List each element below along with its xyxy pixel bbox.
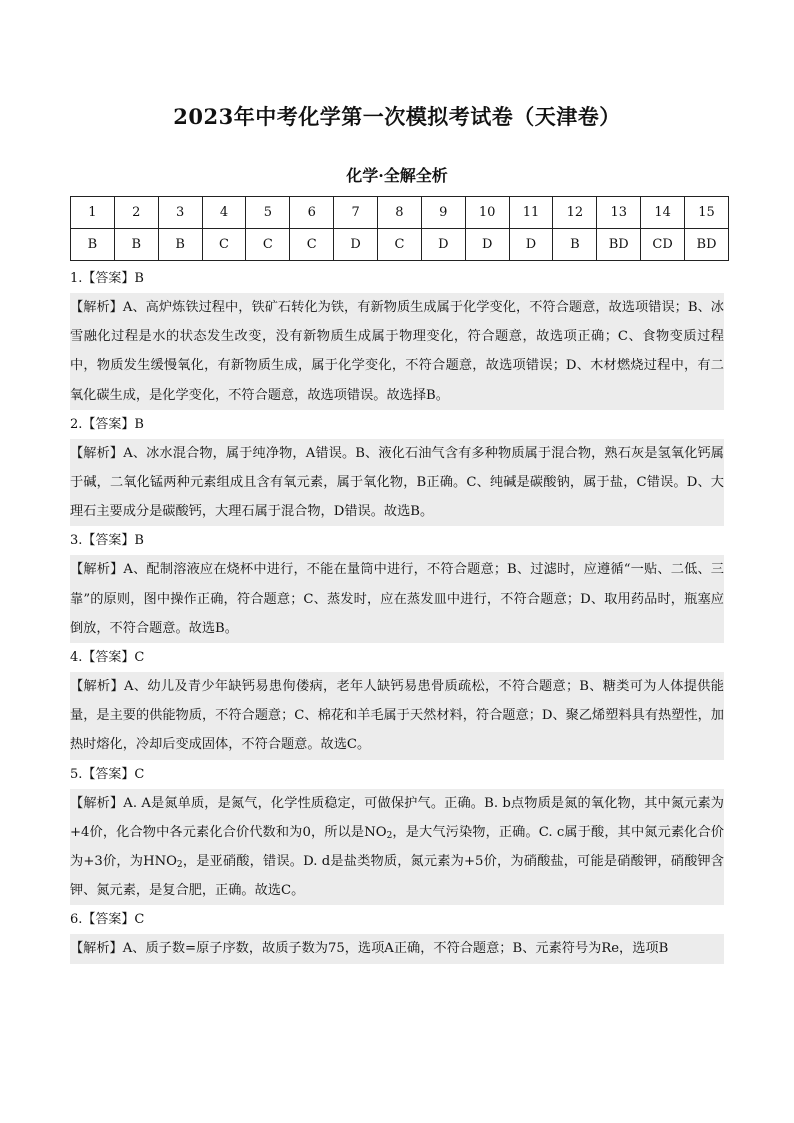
answer-cell: B: [553, 229, 597, 261]
question-number-cell: 1: [71, 197, 115, 229]
answer-line-q5: 5.【答案】C: [70, 766, 145, 782]
answer-line-q3: 3.【答案】B: [70, 533, 144, 549]
answer-cell: BD: [685, 229, 729, 261]
answer-cell: D: [465, 229, 509, 261]
question-number-cell: 14: [641, 197, 685, 229]
analysis-q5-text-1: 【解析】A. A是氮单质，是氮气，化学性质稳定，可做保护气。正确。B. b点物质是氮的氧化物，其中氮元素为+4价，化合物中各元素化合价代数和为0，所以是NO: [70, 795, 724, 840]
solutions-section: [70, 264, 724, 964]
question-number-cell: 7: [334, 197, 378, 229]
answer-line-q6: 6.【答案】C: [70, 912, 145, 928]
question-number-cell: 10: [465, 197, 509, 229]
question-number-cell: 11: [509, 197, 553, 229]
question-number-cell: 15: [685, 197, 729, 229]
answer-line-q4: 4.【答案】C: [70, 650, 145, 666]
answer-cell: D: [509, 229, 553, 261]
answer-table: [70, 196, 729, 261]
answer-cell: B: [114, 229, 158, 261]
analysis-q4: 【解析】A、幼儿及青少年缺钙易患佝偻病，老年人缺钙易患骨质疏松，不符合题意；B、糖类可为人体提供能量，是主要的供能物质，不符合题意；C、棉花和羊毛属于天然材料，符合题意；D、聚乙烯塑料具有热塑性，加热时熔化，冷却后变成固体，不符合题意。故选C。: [70, 672, 724, 760]
answer-table-number-row: [71, 197, 729, 229]
question-number-cell: 2: [114, 197, 158, 229]
page-title: 2023年中考化学第一次模拟考试卷（天津卷）: [173, 104, 621, 129]
analysis-q2: 【解析】A、冰水混合物，属于纯净物，A错误。B、液化石油气含有多种物质属于混合物，熟石灰是氢氧化钙属于碱，二氧化锰两种元素组成且含有氧元素，属于氧化物，B正确。C、纯碱是碳酸钠，属于盐，C错误。D、大理石主要成分是碳酸钙，大理石属于混合物，D错误。故选B。: [70, 439, 724, 527]
question-number-cell: 3: [158, 197, 202, 229]
analysis-q3: 【解析】A、配制溶液应在烧杯中进行，不能在量筒中进行，不符合题意；B、过滤时，应遵循“一贴、二低、三靠”的原则，图中操作正确，符合题意；C、蒸发时，应在蒸发皿中进行，不符合题意；D、取用药品时，瓶塞应倒放，不符合题意。故选B。: [70, 555, 724, 643]
question-number-cell: 8: [378, 197, 422, 229]
subscript-2: 2: [386, 830, 393, 841]
answer-cell: C: [246, 229, 290, 261]
subscript-2: 2: [176, 860, 183, 871]
analysis-q1: 【解析】A、高炉炼铁过程中，铁矿石转化为铁，有新物质生成属于化学变化，不符合题意，故选项错误；B、冰雪融化过程是水的状态发生改变，没有新物质生成属于物理变化，符合题意，故选项正确；C、食物变质过程中，物质发生缓慢氧化，有新物质生成，属于化学变化，不符合题意，故选项错误；D、木材燃烧过程中，有二氧化碳生成，是化学变化，不符合题意，故选项错误。故选择B。: [70, 293, 724, 410]
answer-line-q1: 1.【答案】B: [70, 271, 144, 286]
answer-table-answer-row: [71, 229, 729, 261]
answer-line-q2: 2.【答案】B: [70, 416, 144, 432]
question-number-cell: 12: [553, 197, 597, 229]
analysis-q5: [70, 789, 724, 906]
answer-cell: D: [334, 229, 378, 261]
analysis-q5-text-3: ，是亚硝酸，错误。D. d是盐类物质，氮元素为+5价，为硝酸盐，可能是硝酸钾，硝酸钾含钾、氮元素，是复合肥，正确。故选C。: [70, 854, 724, 899]
answer-cell: B: [71, 229, 115, 261]
question-number-cell: 9: [421, 197, 465, 229]
page-subtitle: 化学·全解全析: [346, 166, 448, 185]
answer-cell: D: [421, 229, 465, 261]
analysis-q6: 【解析】A、质子数=原子序数，故质子数为75，选项A正确，不符合题意；B、元素符号为Re，选项B: [70, 934, 724, 963]
answer-cell: C: [290, 229, 334, 261]
answer-cell: C: [202, 229, 246, 261]
question-number-cell: 5: [246, 197, 290, 229]
question-number-cell: 13: [597, 197, 641, 229]
question-number-cell: 4: [202, 197, 246, 229]
answer-cell: C: [378, 229, 422, 261]
answer-cell: BD: [597, 229, 641, 261]
answer-cell: B: [158, 229, 202, 261]
analysis-q5-text-2: ，是大气污染物，正确。C. c属于酸，其中氮元素化合价为+3价，为HNO: [70, 824, 724, 870]
answer-cell: CD: [641, 229, 685, 261]
question-number-cell: 6: [290, 197, 334, 229]
